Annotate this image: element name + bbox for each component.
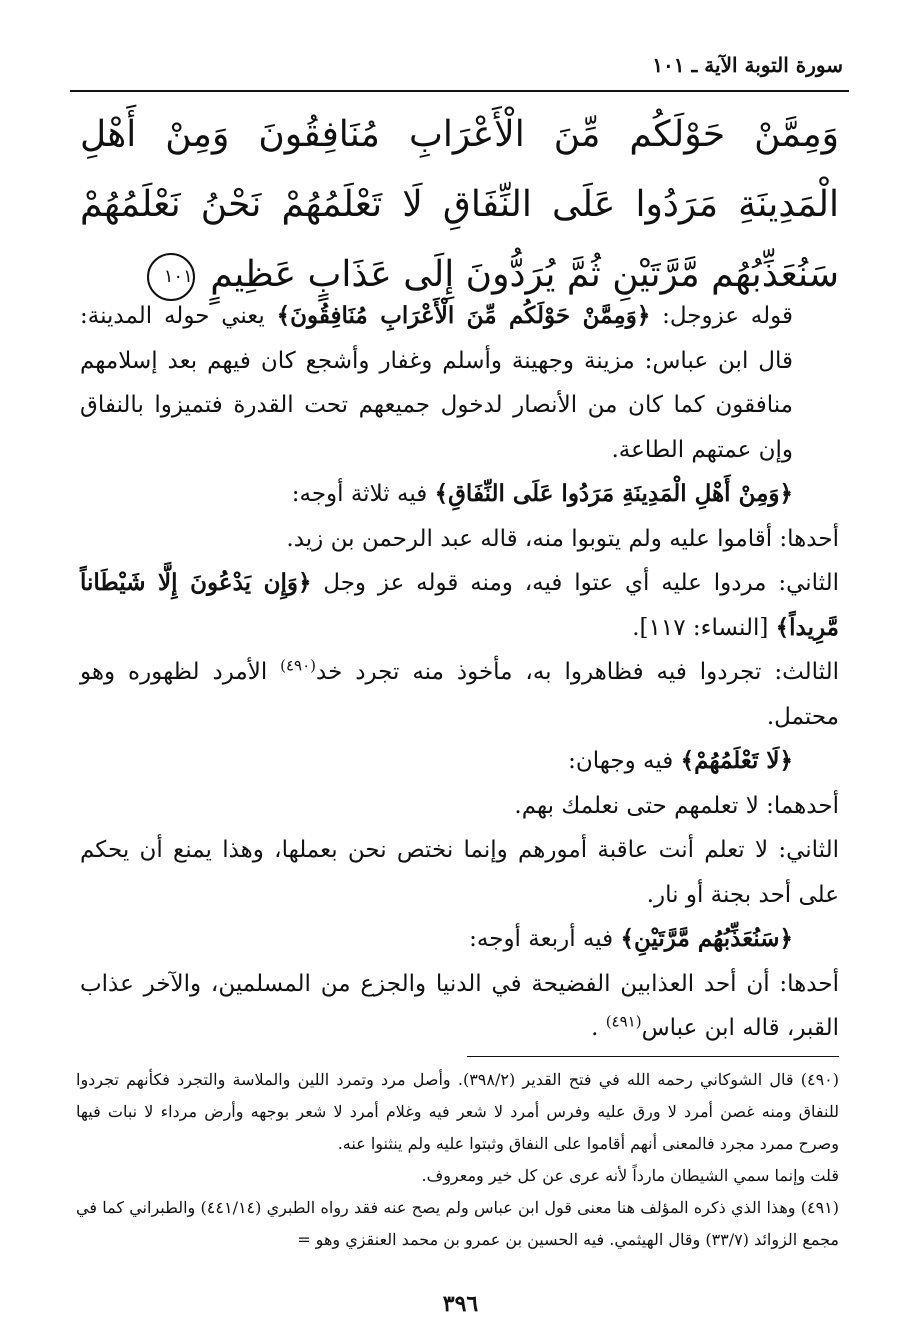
paragraph-end: .	[591, 1015, 599, 1041]
paragraph	[80, 917, 839, 962]
quran-verse	[80, 100, 839, 310]
paragraph: الثاني: لا تعلم أنت عاقبة أمورهم وإنما نختص نحن بعملها، وهذا يمنع أن يحكم على أحد بجنة أو نار.	[80, 837, 839, 908]
paragraph: أحدها: أقاموا عليه ولم يتوبوا منه، قاله عبد الرحمن بن زيد.	[286, 525, 839, 552]
header-rule	[70, 90, 849, 92]
footnote-490-note: قلت وإنما سمي الشيطان مارداً لأنه عرى عن كل خير ومعروف.	[421, 1166, 839, 1185]
footnote-separator	[467, 1056, 839, 1057]
paragraph	[80, 650, 839, 739]
paragraph	[80, 739, 839, 784]
paragraph-text: الأمرد لظهوره وهو محتمل.	[80, 659, 839, 730]
footnote-reference[interactable]: (٤٩١)	[605, 1012, 642, 1031]
paragraph	[80, 472, 839, 517]
quoted-verse: ﴿وَمِنْ أَهْلِ الْمَدِينَةِ مَرَدُوا عَلَى النِّفَاقِ﴾	[434, 480, 793, 507]
paragraph-text: يعني حوله المدينة: قال ابن عباس: مزينة وجهينة وأسلم وغفار وأشجع كان فيهم بعد إسلامهم منافقون كما كان من الأنصار لدخول جميعهم تحت القدرة فتميزوا بالنفاق وإن عمتهم الطاعة.	[80, 303, 793, 463]
footnote-reference[interactable]: (٤٩٠)	[280, 656, 317, 675]
quoted-verse: ﴿وَإِن يَدْعُونَ إِلَّا شَيْطَاناً مَّرِيداً﴾	[80, 569, 839, 641]
paragraph-text: فيه ثلاثة أوجه:	[291, 481, 428, 507]
commentary-body	[80, 294, 839, 1051]
footnote-490: (٤٩٠) قال الشوكاني رحمه الله في فتح القدير (٣٩٨/٢). وأصل مرد وتمرد اللين والملاسة والتجرد فكأنهم تجردوا للنفاق ومنه غصن أمرد لا ورق عليه وفرس أمرد لا شعر فيه وغلام أمرد لا شعر بوجهه وأرض مرداء لا نبات فيها وصرح ممرد مجرد فالمعنى أنهم أقاموا على النفاق وثبتوا عليه ولم ينثنوا عنه.	[76, 1070, 839, 1153]
paragraph-lead: قوله عزوجل:	[662, 303, 794, 329]
paragraph-text: فيه وجهان:	[568, 748, 674, 774]
ayah-number-marker: ١٠١	[147, 253, 195, 301]
paragraph-text: الثالث: تجردوا فيه فظاهروا به، مأخوذ منه تجرد خد	[316, 659, 840, 685]
paragraph-text: فيه أربعة أوجه:	[469, 926, 614, 952]
footnote-491: (٤٩١) وهذا الذي ذكره المؤلف هنا معنى قول ابن عباس ولم يصح عنه فقد رواه الطبري (٤٤١/١٤) والطبراني كما في مجمع الزوائد (٣٣/٧) وقال الهيثمي. فيه الحسين بن عمرو بن محمد العنقزي وهو =	[76, 1198, 839, 1249]
footnotes	[76, 1064, 839, 1256]
page-number: ٣٩٦	[442, 1291, 479, 1317]
paragraph	[80, 962, 839, 1051]
verse-reference: [النساء: ١١٧].	[632, 614, 769, 641]
paragraph	[80, 561, 839, 650]
running-header: سورة التوبة الآية ـ ١٠١	[652, 53, 843, 77]
paragraph: أحدهما: لا تعلمهم حتى نعلمك بهم.	[514, 792, 839, 819]
quoted-verse: ﴿لَا تَعْلَمُهُمْ﴾	[680, 747, 793, 774]
paragraph-text: أحدها: أن أحد العذابين الفضيحة في الدنيا والجزع من المسلمين، والآخر عذاب القبر، قاله ابن عباس	[80, 970, 839, 1041]
paragraph-text: الثاني: مردوا عليه أي عتوا فيه، ومنه قوله عز وجل	[323, 570, 839, 596]
quoted-verse: ﴿سَنُعَذِّبُهُم مَّرَّتَيْنِ﴾	[620, 925, 793, 952]
verse-text: وَمِمَّنْ حَوْلَكُم مِّنَ الْأَعْرَابِ مُنَافِقُونَ وَمِنْ أَهْلِ الْمَدِينَةِ مَرَدُوا عَلَى النِّفَاقِ لَا تَعْلَمُهُمْ نَحْنُ نَعْلَمُهُمْ سَنُعَذِّبُهُم مَّرَّتَيْنِ ثُمَّ يُرَدُّونَ إِلَى عَذَابٍ عَظِيمٍ	[80, 114, 839, 295]
paragraph	[80, 294, 839, 472]
quoted-verse: ﴿وَمِمَّنْ حَوْلَكُم مِّنَ الْأَعْرَابِ مُنَافِقُونَ﴾	[276, 302, 651, 329]
